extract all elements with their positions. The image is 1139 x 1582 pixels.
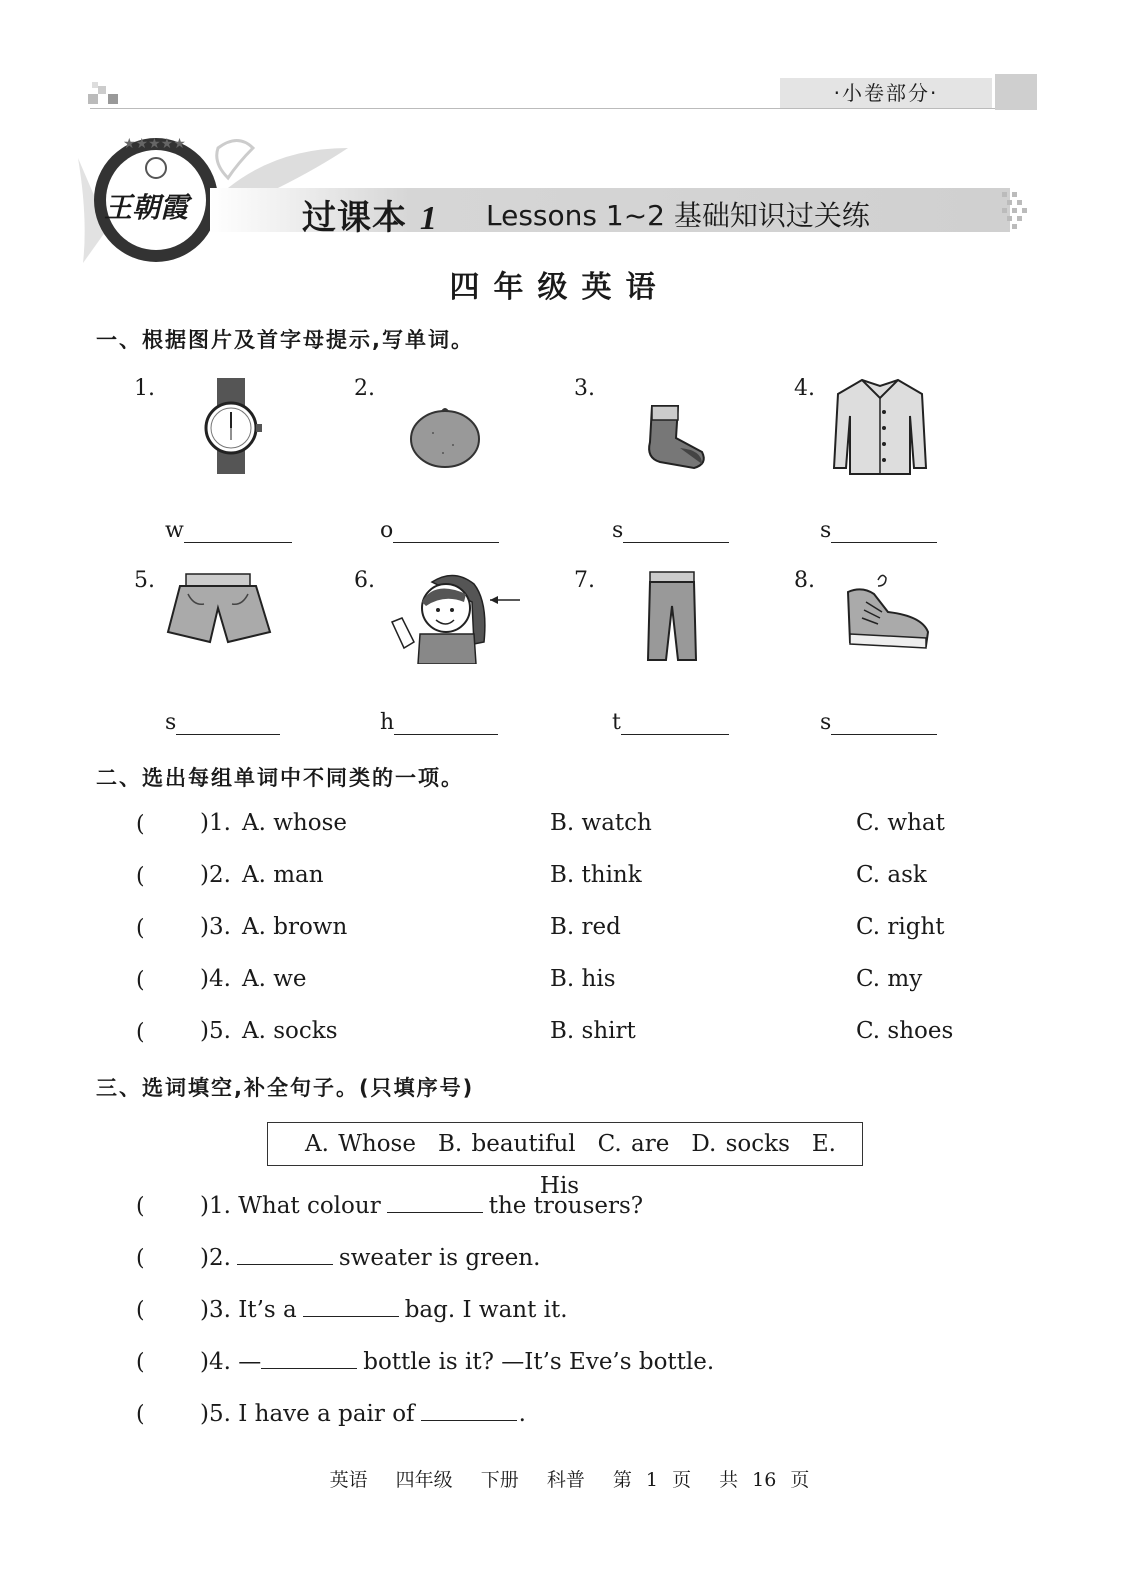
answer-blank[interactable] [165,710,280,735]
question-number: )5. [200,1401,231,1427]
question-number: )1. [200,810,231,836]
title-bar-dots [1000,188,1040,232]
option-c: C. shoes [856,1018,954,1044]
answer-paren[interactable]: ( [136,812,145,837]
answer-paren[interactable]: ( [136,1298,145,1323]
lesson-title-number: 1 [419,200,438,237]
sentence [200,1348,714,1375]
fill-blank[interactable] [387,1192,483,1213]
trousers-icon [640,570,704,664]
answer-blank[interactable] [612,518,729,543]
initial-letter: t [612,710,621,735]
lesson-title [302,190,438,239]
option-b: B. red [550,914,621,940]
section3-heading: 三、选词填空,补全句子。(只填序号) [96,1076,475,1100]
sentence [200,1400,526,1427]
page-footer: 英语 四年级 下册 科普 第 1 页 共 16 页 [329,1469,810,1491]
initial-letter: s [612,518,624,543]
answer-blank[interactable] [380,710,498,735]
girl-hair-icon [384,572,524,664]
initial-letter: s [165,710,177,735]
answer-blank[interactable] [380,518,499,543]
sentence-after: the trousers? [488,1193,644,1219]
fill-blank[interactable] [237,1244,333,1265]
question-number: )4. [200,966,231,992]
option-b: B. watch [550,810,652,836]
sentence-before: I have a pair of [238,1401,415,1427]
orange-icon [408,403,482,469]
word-bank-item: D. socks [691,1131,790,1157]
lesson-subtitle: Lessons 1~2 基础知识过关练 [486,199,870,232]
item-number: 3. [574,376,595,401]
tag-side-block [995,74,1037,110]
item-number: 1. [134,376,155,401]
option-b: B. think [550,862,642,888]
initial-letter: s [820,518,832,543]
initial-letter: s [820,710,832,735]
word-bank [267,1122,863,1199]
answer-paren[interactable]: ( [136,1194,145,1219]
initial-letter: o [380,518,394,543]
option-a: A. man [242,862,324,888]
item-number: 7. [574,568,595,593]
question-number: )1. [200,1193,231,1219]
option-b: B. shirt [550,1018,636,1044]
item-number: 5. [134,568,155,593]
item-number: 6. [354,568,375,593]
logo-text: 王朝霞 [104,191,189,224]
sentence-after: bag. I want it. [404,1297,568,1323]
question-number: )3. [200,914,231,940]
sentence-after: sweater is green. [338,1245,541,1271]
question-number: )5. [200,1018,231,1044]
word-bank-item: B. beautiful [437,1131,576,1157]
item-number: 2. [354,376,375,401]
watch-icon [200,378,264,476]
option-c: C. my [856,966,923,992]
item-number: 4. [794,376,815,401]
option-a: A. we [242,966,307,992]
answer-paren[interactable]: ( [136,968,145,993]
initial-letter: h [380,710,395,735]
option-b: B. his [550,966,616,992]
answer-paren[interactable]: ( [136,916,145,941]
section1-heading: 一、根据图片及首字母提示,写单词。 [96,328,474,352]
question-number: )2. [200,1245,231,1271]
answer-paren[interactable]: ( [136,1402,145,1427]
item-number: 8. [794,568,815,593]
sentence-after: bottle is it? —It’s Eve’s bottle. [363,1349,715,1375]
shoe-icon [842,572,934,656]
answer-blank[interactable] [820,710,937,735]
question-number: )2. [200,862,231,888]
answer-paren[interactable]: ( [136,1350,145,1375]
sentence-before: What colour [238,1193,381,1219]
answer-paren[interactable]: ( [136,1020,145,1045]
answer-paren[interactable]: ( [136,1246,145,1271]
section-tag: ·小卷部分· [780,78,992,108]
fill-blank[interactable] [421,1400,517,1421]
option-c: C. ask [856,862,927,888]
fill-blank[interactable] [303,1296,399,1317]
svg-text:★★★★★: ★★★★★ [123,136,186,152]
word-bank-item: E. His [539,1131,836,1199]
word-bank-item: C. are [597,1131,670,1157]
sentence-before: It’s a [238,1297,297,1323]
option-c: C. right [856,914,945,940]
sentence-after: . [518,1401,526,1427]
sentence [200,1244,540,1271]
option-a: A. whose [242,810,347,836]
answer-paren[interactable]: ( [136,864,145,889]
option-a: A. socks [242,1018,338,1044]
sock-icon [632,402,710,472]
question-number: )4. [200,1349,231,1375]
sentence [200,1192,643,1219]
option-c: C. what [856,810,945,836]
sentence [200,1296,568,1323]
word-bank-item: A. Whose [305,1131,416,1157]
answer-blank[interactable] [612,710,729,735]
fill-blank[interactable] [261,1348,357,1369]
answer-blank[interactable] [165,518,292,543]
sentence-before: — [238,1349,262,1375]
header-rule [90,108,1035,109]
option-a: A. brown [242,914,348,940]
shorts-icon [164,572,274,648]
answer-blank[interactable] [820,518,937,543]
question-number: )3. [200,1297,231,1323]
section2-heading: 二、选出每组单词中不同类的一项。 [96,766,464,790]
lesson-title-text: 过课本 [302,198,407,238]
subject-title: 四年级英语 [449,270,670,305]
shirt-icon [832,376,928,476]
initial-letter: w [165,518,184,543]
